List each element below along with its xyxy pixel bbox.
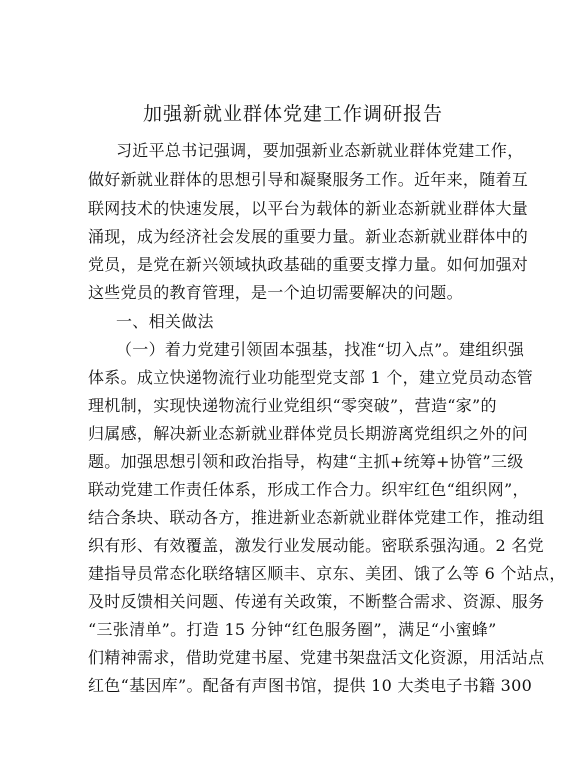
paragraph-line: 理机制，实现快递物流行业党组织“零突破”，营造“家”的 xyxy=(88,396,497,415)
paragraph-line: 这些党员的教育管理，是一个迫切需要解决的问题。 xyxy=(88,283,463,302)
paragraph-line: 结合条块、联动各方，推进新业态新就业群体党建工作，推动组 xyxy=(88,508,545,527)
paragraph-line: 归属感，解决新业态新就业群体党员长期游离党组织之外的问 xyxy=(88,424,529,443)
paragraph-line: 们精神需求，借助党建书屋、党建书架盘活文化资源，用活站点 xyxy=(88,648,545,667)
paragraph-line: 题。加强思想引领和政治指导，构建“主抓+统筹+协管”三级 xyxy=(88,452,524,471)
paragraph-line: “三张清单”。打造 15 分钟“红色服务圈”，满足“小蜜蜂” xyxy=(88,620,497,639)
section-heading: 一、相关做法 xyxy=(116,312,214,331)
paragraph-line: 建指导员常态化联络辖区顺丰、京东、美团、饿了么等 6 个站点， xyxy=(88,564,566,583)
paragraph-line: 涌现，成为经济社会发展的重要力量。新业态新就业群体中的 xyxy=(88,227,529,246)
paragraph-line: 织有形、有效覆盖，激发行业发展动能。密联系强沟通。2 名党 xyxy=(88,536,544,555)
paragraph-line: 联动党建工作责任体系，形成工作合力。织牢红色“组织网”， xyxy=(88,480,529,499)
paragraph-line: 红色“基因库”。配备有声图书馆，提供 10 大类电子书籍 300 xyxy=(88,676,533,695)
paragraph-line: 党员，是党在新兴领域执政基础的重要支撑力量。如何加强对 xyxy=(88,255,529,274)
paragraph-line: 体系。成立快递物流行业功能型党支部 1 个，建立党员动态管 xyxy=(88,368,534,387)
paragraph-line: 及时反馈相关问题、传递有关政策，不断整合需求、资源、服务 xyxy=(88,592,545,611)
paragraph-line: 习近平总书记强调，要加强新业态新就业群体党建工作， xyxy=(116,141,524,160)
paragraph-line: 做好新就业群体的思想引导和凝聚服务工作。近年来，随着互 xyxy=(88,170,529,189)
paragraph-line: （一）着力党建引领固本强基，找准“切入点”。建组织强 xyxy=(116,340,525,359)
document-title: 加强新就业群体党建工作调研报告 xyxy=(142,103,443,125)
paragraph-line: 联网技术的快速发展，以平台为载体的新业态新就业群体大量 xyxy=(88,199,529,218)
